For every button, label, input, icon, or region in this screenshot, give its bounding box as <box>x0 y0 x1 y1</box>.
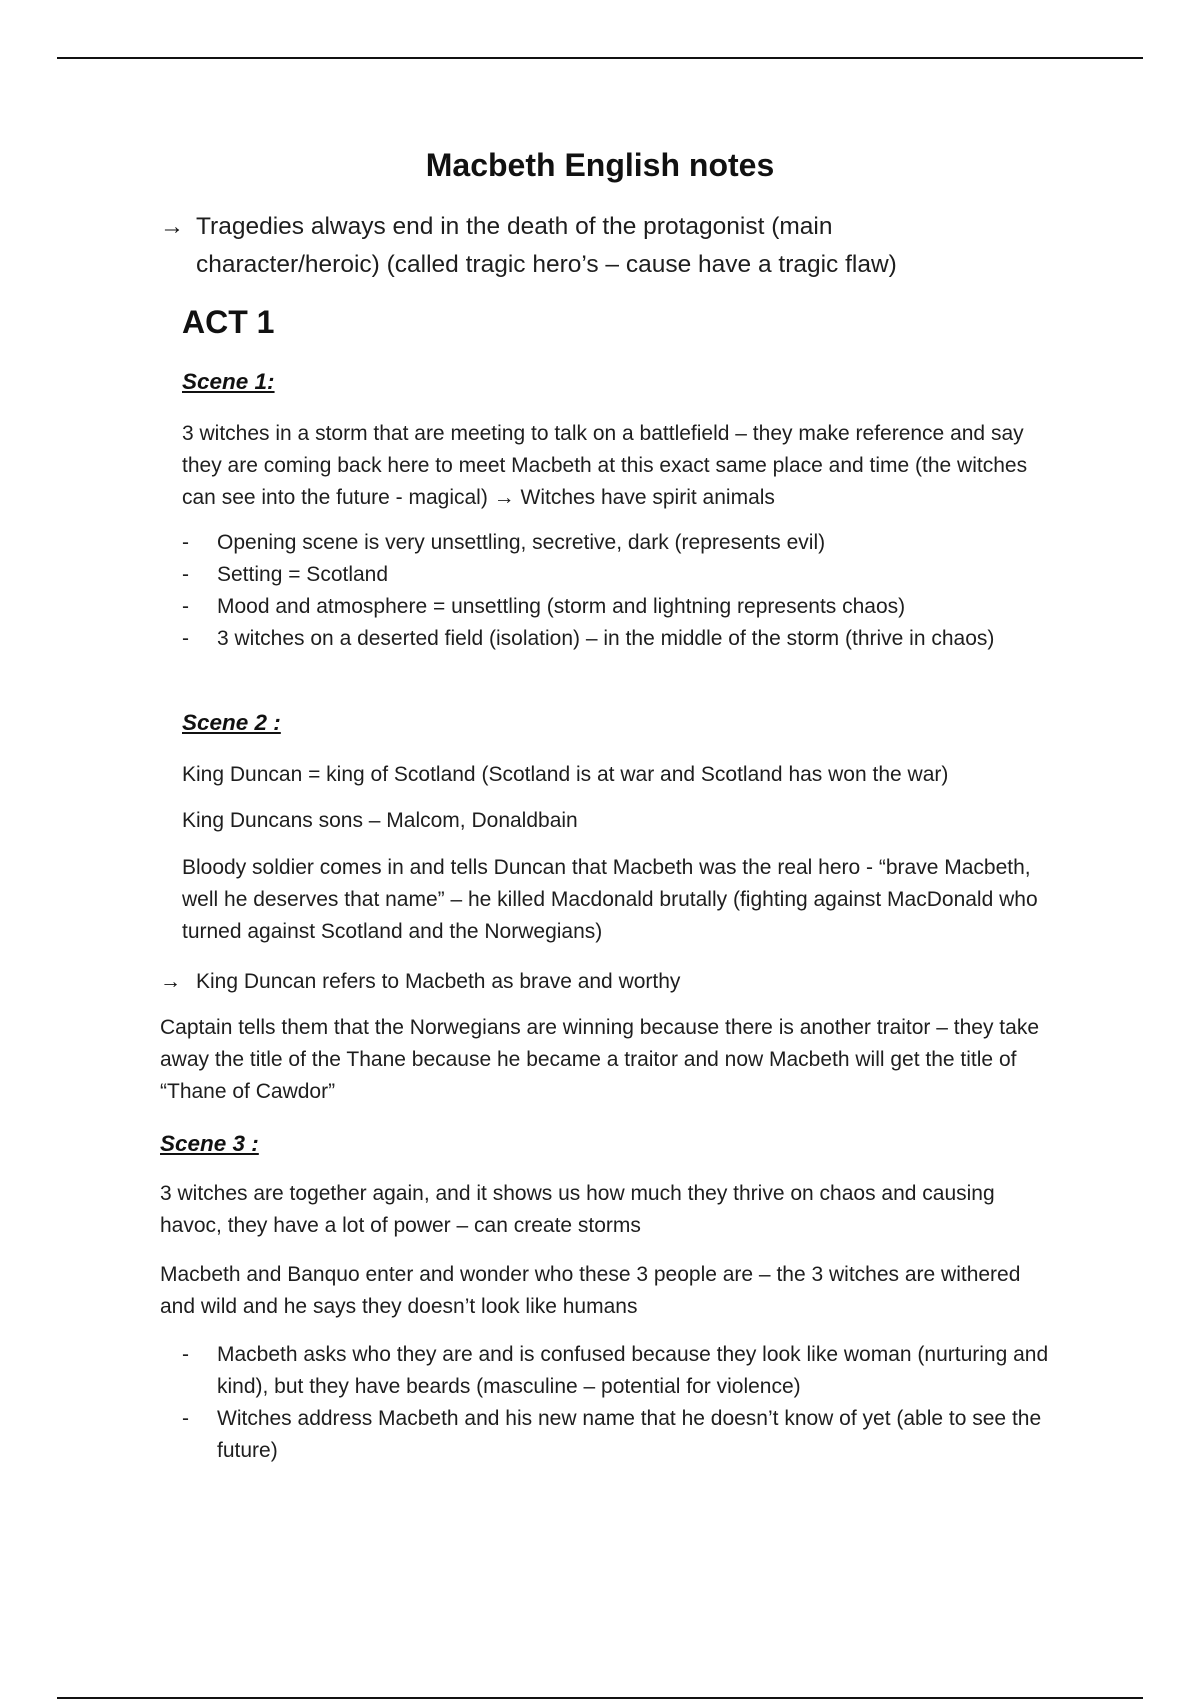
scene-3-paragraph: 3 witches are together again, and it shows us how much they thrive on chaos and causing havoc, they have a lot of power – can create storms <box>160 1182 995 1237</box>
bullet-dash: - <box>182 595 189 618</box>
list-item: - Mood and atmosphere = unsettling (storm and lightning represents chaos) <box>182 591 1042 623</box>
list-item: - Opening scene is very unsettling, secretive, dark (represents evil) <box>182 527 1042 559</box>
bullet-dash: - <box>182 1407 189 1430</box>
list-item: - Witches address Macbeth and his new name that he doesn’t know of yet (able to see the future) <box>182 1403 1062 1467</box>
bullet-dash: - <box>182 627 189 650</box>
scene-2-paragraph: King Duncan = king of Scotland (Scotland is at war and Scotland has won the war) <box>182 763 949 786</box>
bullet-dash: - <box>182 1343 189 1366</box>
scene-2-heading: Scene 2 : <box>182 710 281 735</box>
arrow-icon: → <box>160 213 184 240</box>
scene-2-paragraph: Bloody soldier comes in and tells Duncan that Macbeth was the real hero - “brave Macbeth, well he deserves that name” – he killed Macdonald brutally (fighting against MacDonald who turned against Scotland and the Norwegians) <box>182 856 1038 943</box>
arrow-note-text: King Duncan refers to Macbeth as brave and worthy <box>196 970 681 993</box>
scene-3-paragraph: Macbeth and Banquo enter and wonder who these 3 people are – the 3 witches are withered and wild and he says they doesn’t look like humans <box>160 1263 1021 1318</box>
scene-3-bullet-list <box>182 1339 1062 1467</box>
captain-paragraph: Captain tells them that the Norwegians are winning because there is another traitor – they take away the title of the Thane because he became a traitor and now Macbeth will get the title of “Thane of Cawdor” <box>160 1016 1039 1103</box>
list-item: - Macbeth asks who they are and is confused because they look like woman (nurturing and kind), but they have beards (masculine – potential for violence) <box>182 1339 1062 1403</box>
intro-note <box>160 208 1020 284</box>
act-heading: ACT 1 <box>182 304 275 340</box>
list-item: - 3 witches on a deserted field (isolation) – in the middle of the storm (thrive in chaos) <box>182 623 1042 655</box>
scene-3-heading: Scene 3 : <box>160 1131 259 1156</box>
top-rule <box>57 57 1143 59</box>
arrow-icon: → <box>160 970 181 993</box>
bullet-dash: - <box>182 531 189 554</box>
bottom-rule <box>57 1697 1143 1699</box>
bullet-dash: - <box>182 563 189 586</box>
list-item: - Setting = Scotland <box>182 559 1042 591</box>
intro-text: Tragedies always end in the death of the protagonist (main character/heroic) (called tragic hero’s – cause have a tragic flaw) <box>196 213 897 278</box>
scene-1-paragraph: 3 witches in a storm that are meeting to talk on a battlefield – they make reference and say they are coming back here to meet Macbeth at this exact same place and time (the witches can see into the future - magical) → Witches have spirit animals <box>182 422 1028 509</box>
scene-2-arrow-note <box>160 966 1040 998</box>
document-title: Macbeth English notes <box>425 147 775 183</box>
scene-1-heading: Scene 1: <box>182 369 275 394</box>
scene-1-bullet-list <box>182 527 1042 655</box>
scene-2-paragraph: King Duncans sons – Malcom, Donaldbain <box>182 809 578 832</box>
